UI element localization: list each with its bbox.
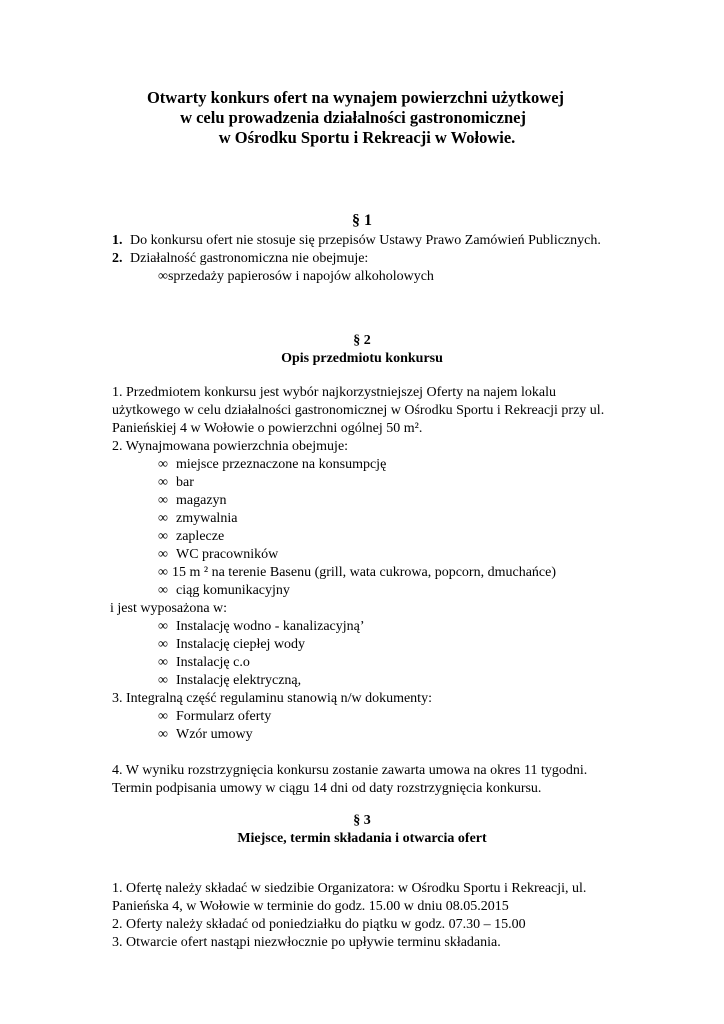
bullet-infinity-icon: ∞ [158, 727, 168, 742]
section-2-para-1-line-2: użytkowego w celu działalności gastronomicznej w Ośrodku Sportu i Rekreacji przy ul. [112, 403, 605, 418]
section-1-item-1-number: 1. [112, 233, 123, 248]
document-title [0, 88, 724, 148]
title-line-1: Otwarty konkurs ofert na wynajem powierzchni użytkowej [146, 88, 565, 107]
bullet-infinity-icon: ∞ [158, 529, 168, 544]
section-2-para-1-line-3: Panieńskiej 4 w Wołowie o powierzchni ogólnej 50 m². [112, 421, 423, 436]
section-2-equipped-intro: i jest wyposażona w: [110, 601, 228, 616]
bullet-infinity-icon: ∞ [158, 457, 168, 472]
section-3-subheading: Miejsce, termin składania i otwarcia ofert [237, 831, 487, 846]
section-3-para-2: 2. Oferty należy składać od poniedziałku do piątku w godz. 07.30 – 15.00 [112, 917, 526, 932]
bullet-infinity-icon: ∞ [158, 637, 168, 652]
section-1-sub-item [158, 268, 434, 286]
section-2-para-2: 2. Wynajmowana powierzchnia obejmuje: [112, 439, 349, 454]
document-item: ∞ Wzór umowy [158, 727, 253, 742]
section-1-heading: § 1 [352, 212, 372, 229]
section-2-para-4-line-1: 4. W wyniku rozstrzygnięcia konkursu zostanie zawarta umowa na okres 11 tygodni. [112, 763, 588, 778]
bullet-infinity-icon: ∞ [158, 547, 168, 562]
area-item: ∞ zmywalnia [158, 511, 238, 526]
section-1-item-1 [112, 232, 601, 250]
section-2-para-3: 3. Integralną część regulaminu stanowią n/w dokumenty: [112, 691, 432, 706]
area-item: ∞ miejsce przeznaczone na konsumpcję [158, 457, 387, 472]
section-1-item-2-text: Działalność gastronomiczna nie obejmuje: [130, 251, 369, 266]
bullet-infinity-icon: ∞ [158, 493, 168, 508]
title-line-3: w Ośrodku Sportu i Rekreacji w Wołowie. [218, 128, 516, 147]
bullet-infinity-icon: ∞ [158, 583, 168, 598]
bullet-infinity-icon: ∞ [158, 511, 168, 526]
section-1-item-2 [112, 250, 368, 268]
bullet-infinity-icon: ∞ [158, 475, 168, 490]
section-3-para-3: 3. Otwarcie ofert nastąpi niezwłocznie po upływie terminu składania. [112, 935, 501, 950]
bullet-infinity-icon: ∞ [158, 619, 168, 634]
area-item: ∞ zaplecze [158, 529, 225, 544]
area-item: ∞ ciąg komunikacyjny [158, 583, 290, 598]
equipment-item: ∞ Instalację elektryczną, [158, 673, 302, 688]
section-2-heading: § 2 [353, 333, 371, 348]
bullet-infinity-icon: ∞ [158, 565, 168, 580]
section-2-para-1-line-1: 1. Przedmiotem konkursu jest wybór najkorzystniejszej Oferty na najem lokalu [112, 385, 557, 400]
section-3-para-1-line-1: 1. Ofertę należy składać w siedzibie Organizatora: w Ośrodku Sportu i Rekreacji, ul. [112, 881, 587, 896]
title-line-2: w celu prowadzenia działalności gastronomicznej [180, 108, 526, 127]
bullet-infinity-icon: ∞ [158, 709, 168, 724]
section-3-heading: § 3 [353, 813, 371, 828]
bullet-infinity-icon: ∞ [158, 655, 168, 670]
area-item: ∞ WC pracowników [158, 547, 279, 562]
section-1-item-1-text: Do konkursu ofert nie stosuje się przepisów Ustawy Prawo Zamówień Publicznych. [130, 233, 601, 248]
document-item: ∞ Formularz oferty [158, 709, 272, 724]
area-item: ∞ bar [158, 475, 194, 490]
section-2-subheading: Opis przedmiotu konkursu [281, 351, 443, 366]
equipment-item: ∞ Instalację ciepłej wody [158, 637, 306, 652]
area-item: ∞ magazyn [158, 493, 227, 508]
equipment-item: ∞ Instalację c.o [158, 655, 250, 670]
section-1-item-2-number: 2. [112, 251, 123, 266]
section-1-sub-item-text: sprzedaży papierosów i napojów alkoholowych [167, 269, 434, 284]
area-item: ∞ 15 m ² na terenie Basenu (grill, wata cukrowa, popcorn, dmuchańce) [158, 565, 557, 580]
equipment-item: ∞ Instalację wodno - kanalizacyjną’ [158, 619, 365, 634]
bullet-infinity-icon: ∞ [158, 673, 168, 688]
bullet-infinity-icon: ∞ [158, 269, 168, 284]
section-2-para-4-line-2: Termin podpisania umowy w ciągu 14 dni od daty rozstrzygnięcia konkursu. [112, 781, 542, 796]
section-3-para-1-line-2: Panieńska 4, w Wołowie w terminie do godz. 15.00 w dniu 08.05.2015 [112, 899, 509, 914]
